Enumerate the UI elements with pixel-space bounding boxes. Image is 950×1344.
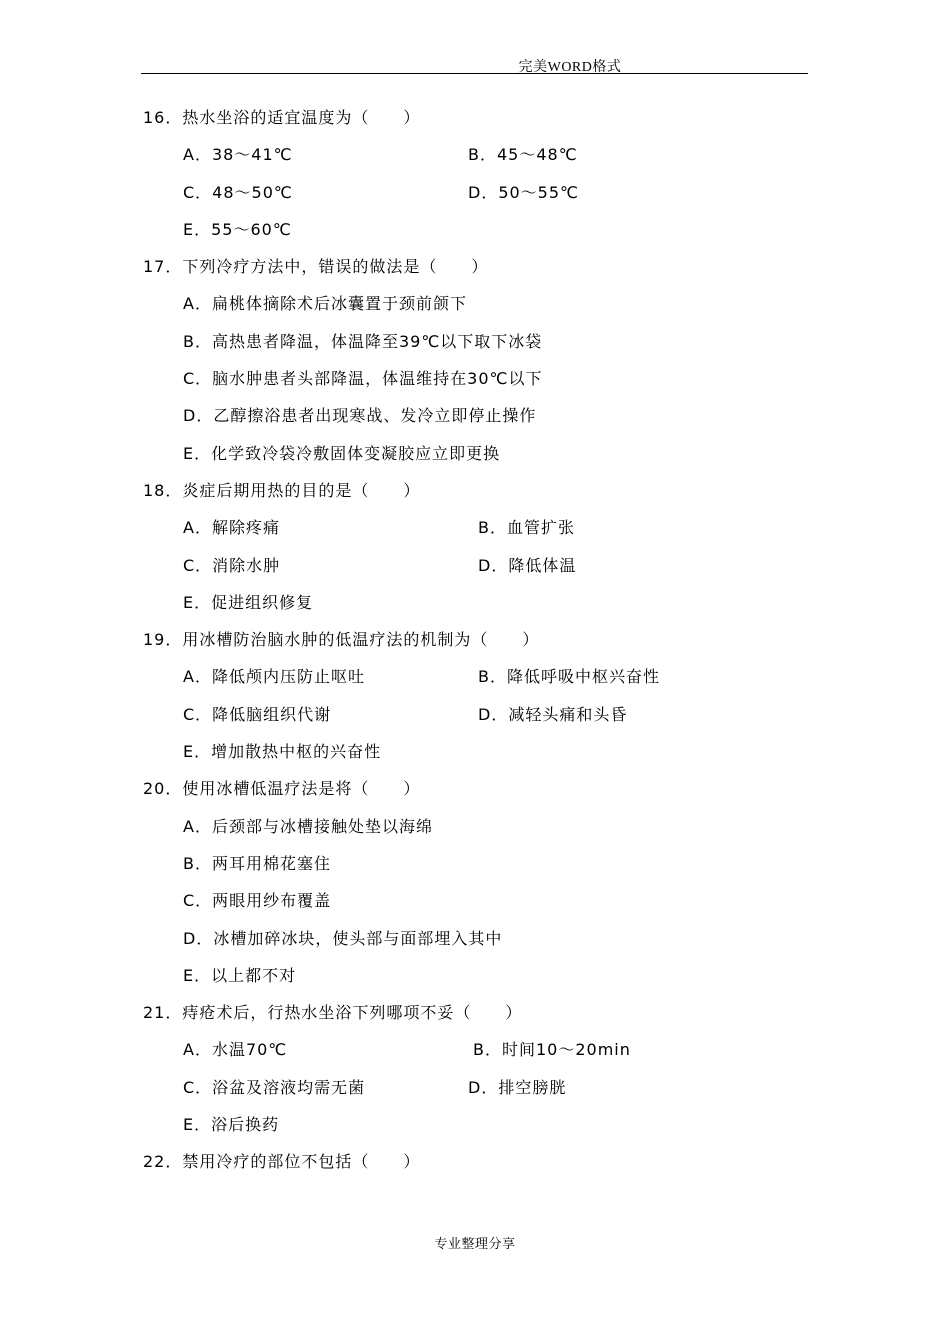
option-d: D．排空膀胱 (468, 1077, 567, 1097)
option-row (143, 174, 803, 211)
question-17: 17．下列冷疗方法中，错误的做法是（ ） (143, 257, 489, 277)
option-row (143, 323, 803, 360)
option-a: A．降低颅内压防止呕吐 (183, 667, 365, 687)
option-row (143, 1106, 803, 1143)
option-d: D．降低体温 (478, 555, 577, 575)
option-e: E．55～60℃ (183, 219, 292, 239)
option-c: C．浴盆及溶液均需无菌 (183, 1077, 366, 1097)
option-row (143, 360, 803, 397)
option-row (143, 845, 803, 882)
option-e: E．化学致冷袋冷敷固体变凝胶应立即更换 (183, 443, 501, 463)
option-row (143, 808, 803, 845)
option-a: A．后颈部与冰槽接触处垫以海绵 (183, 816, 433, 836)
option-b: B．血管扩张 (478, 518, 575, 538)
option-d: D．乙醇擦浴患者出现寒战、发冷立即停止操作 (183, 406, 537, 426)
question-20: 20．使用冰槽低温疗法是将（ ） (143, 779, 421, 799)
option-b: B．降低呼吸中枢兴奋性 (478, 667, 660, 687)
option-row (143, 696, 803, 733)
option-e: E．增加散热中枢的兴奋性 (183, 742, 382, 762)
option-a: A．扁桃体摘除术后冰囊置于颈前颌下 (183, 294, 467, 314)
option-c: C．消除水肿 (183, 555, 281, 575)
option-b: B．45～48℃ (468, 145, 578, 165)
question-18: 18．炎症后期用热的目的是（ ） (143, 480, 421, 500)
question-19: 19．用冰槽防治脑水肿的低温疗法的机制为（ ） (143, 630, 540, 650)
option-row (143, 658, 803, 695)
header-divider (141, 73, 808, 74)
option-row (143, 547, 803, 584)
option-b: B．两耳用棉花塞住 (183, 853, 331, 873)
option-e: E．浴后换药 (183, 1115, 280, 1135)
question-16: 16．热水坐浴的适宜温度为（ ） (143, 108, 421, 127)
option-d: D．冰槽加碎冰块，使头部与面部埋入其中 (183, 928, 503, 948)
option-row (143, 882, 803, 919)
option-c: C．降低脑组织代谢 (183, 704, 332, 724)
question-22: 22．禁用冷疗的部位不包括（ ） (143, 1152, 421, 1172)
option-row (143, 1031, 803, 1068)
option-a: A．38～41℃ (183, 145, 293, 165)
option-row (143, 285, 803, 322)
option-d: D．减轻头痛和头昏 (478, 704, 628, 724)
option-row (143, 957, 803, 994)
option-row (143, 584, 803, 621)
option-c: C．48～50℃ (183, 182, 293, 202)
option-row (143, 733, 803, 770)
option-row (143, 211, 803, 248)
option-row (143, 397, 803, 434)
option-row (143, 136, 803, 173)
option-row (143, 1069, 803, 1106)
page-footer: 专业整理分享 (434, 1237, 516, 1252)
option-a: A．解除疼痛 (183, 518, 280, 538)
option-e: E．以上都不对 (183, 965, 297, 985)
option-row (143, 435, 803, 472)
option-b: B．高热患者降温，体温降至39℃以下取下冰袋 (183, 331, 543, 351)
option-a: A．水温70℃ (183, 1040, 288, 1060)
option-d: D．50～55℃ (468, 182, 580, 202)
question-21: 21．痔疮术后，行热水坐浴下列哪项不妥（ ） (143, 1003, 523, 1023)
question-list (143, 99, 803, 1181)
header-title: 完美WORD格式 (518, 60, 622, 75)
option-c: C．两眼用纱布覆盖 (183, 891, 332, 911)
option-row (143, 920, 803, 957)
option-e: E．促进组织修复 (183, 592, 314, 612)
option-c: C．脑水肿患者头部降温，体温维持在30℃以下 (183, 369, 543, 389)
option-row (143, 509, 803, 546)
option-b: B．时间10～20min (473, 1040, 631, 1060)
